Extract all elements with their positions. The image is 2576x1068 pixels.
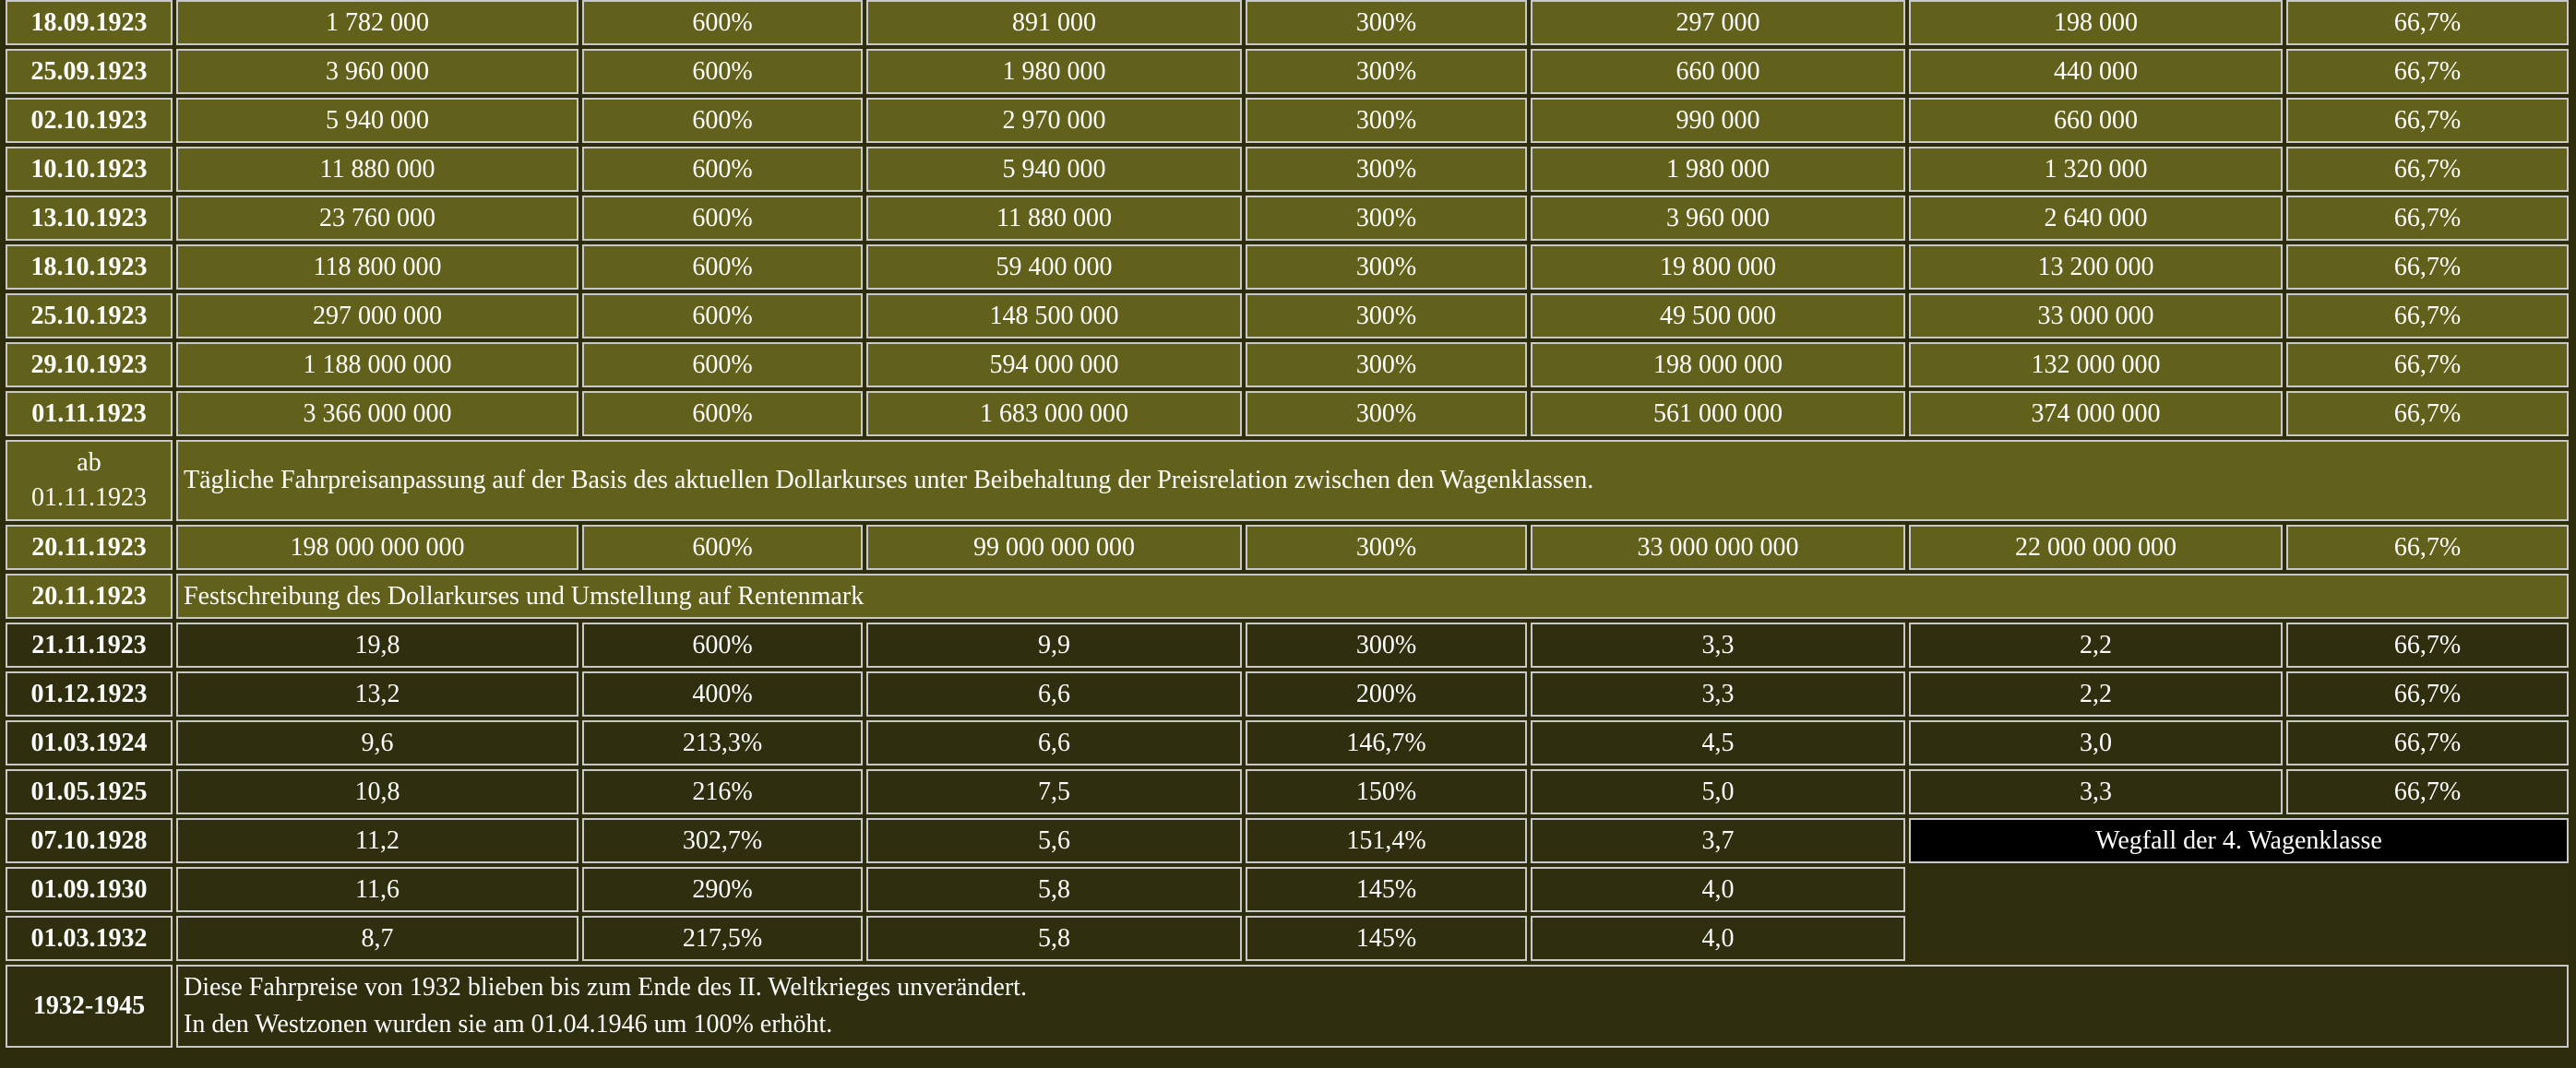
value-cell: 11 880 000 — [866, 196, 1242, 241]
value-cell: 200% — [1246, 671, 1527, 717]
value-cell: 198 000 — [1909, 0, 2283, 45]
value-cell: 300% — [1246, 196, 1527, 241]
value-cell: 600% — [582, 196, 863, 241]
value-cell: 11 880 000 — [176, 147, 578, 192]
value-cell: 660 000 — [1531, 49, 1905, 94]
date-cell: 20.11.1923 — [6, 525, 173, 570]
value-cell: 290% — [582, 867, 863, 912]
value-cell: 3 960 000 — [176, 49, 578, 94]
value-cell: 66,7% — [2286, 623, 2569, 668]
value-cell: 300% — [1246, 98, 1527, 143]
value-cell: 49 500 000 — [1531, 293, 1905, 338]
value-cell: 1 782 000 — [176, 0, 578, 45]
value-cell: 594 000 000 — [866, 342, 1242, 387]
value-cell: 66,7% — [2286, 98, 2569, 143]
value-cell: 300% — [1246, 391, 1527, 436]
value-cell: 297 000 — [1531, 0, 1905, 45]
value-cell: 10,8 — [176, 769, 578, 814]
date-cell: 25.09.1923 — [6, 49, 173, 94]
value-cell: 23 760 000 — [176, 196, 578, 241]
table-row-ab — [6, 440, 2569, 521]
value-cell: 891 000 — [866, 0, 1242, 45]
value-cell: 600% — [582, 0, 863, 45]
table-body — [6, 0, 2569, 1048]
value-cell: 6,6 — [866, 671, 1242, 717]
value-cell: 213,3% — [582, 720, 863, 765]
value-cell: 600% — [582, 147, 863, 192]
value-cell: 600% — [582, 391, 863, 436]
value-cell: 13 200 000 — [1909, 244, 2283, 290]
value-cell: 19 800 000 — [1531, 244, 1905, 290]
date-cell: 1932-1945 — [6, 965, 173, 1048]
value-cell: 66,7% — [2286, 244, 2569, 290]
value-cell: 300% — [1246, 293, 1527, 338]
class-removed-note: Wegfall der 4. Wagenklasse — [1909, 818, 2569, 863]
value-cell: 302,7% — [582, 818, 863, 863]
value-cell: 4,0 — [1531, 867, 1905, 912]
value-cell: 19,8 — [176, 623, 578, 668]
value-cell: 5 940 000 — [176, 98, 578, 143]
value-cell: 300% — [1246, 0, 1527, 45]
value-cell: 198 000 000 — [1531, 342, 1905, 387]
value-cell: 66,7% — [2286, 293, 2569, 338]
value-cell: 66,7% — [2286, 342, 2569, 387]
value-cell: 6,6 — [866, 720, 1242, 765]
value-cell: 400% — [582, 671, 863, 717]
value-cell: 66,7% — [2286, 525, 2569, 570]
value-cell: 151,4% — [1246, 818, 1527, 863]
value-cell: 1 320 000 — [1909, 147, 2283, 192]
value-cell: 5,8 — [866, 916, 1242, 961]
value-cell: 2 640 000 — [1909, 196, 2283, 241]
table-row — [6, 867, 2569, 912]
value-cell: 300% — [1246, 244, 1527, 290]
date-cell: 20.11.1923 — [6, 574, 173, 619]
value-cell: 297 000 000 — [176, 293, 578, 338]
table-row — [6, 818, 2569, 863]
value-cell: 9,6 — [176, 720, 578, 765]
date-cell: 13.10.1923 — [6, 196, 173, 241]
value-cell: 148 500 000 — [866, 293, 1242, 338]
value-cell: 600% — [582, 98, 863, 143]
value-cell: 66,7% — [2286, 671, 2569, 717]
value-cell: 1 188 000 000 — [176, 342, 578, 387]
value-cell: 300% — [1246, 525, 1527, 570]
date-cell: 01.11.1923 — [6, 391, 173, 436]
value-cell: 11,6 — [176, 867, 578, 912]
value-cell: 600% — [582, 525, 863, 570]
value-cell: 5,0 — [1531, 769, 1905, 814]
value-cell: 217,5% — [582, 916, 863, 961]
value-cell: 66,7% — [2286, 391, 2569, 436]
ab-prefix: ab — [77, 448, 101, 477]
value-cell: 99 000 000 000 — [866, 525, 1242, 570]
value-cell: 66,7% — [2286, 49, 2569, 94]
value-cell: 66,7% — [2286, 196, 2569, 241]
value-cell: 2,2 — [1909, 671, 2283, 717]
value-cell: 9,9 — [866, 623, 1242, 668]
date-cell: 01.09.1930 — [6, 867, 173, 912]
value-cell: 5 940 000 — [866, 147, 1242, 192]
table-row — [6, 623, 2569, 668]
table-row — [6, 720, 2569, 765]
date-cell: 18.10.1923 — [6, 244, 173, 290]
value-cell: 145% — [1246, 916, 1527, 961]
fare-history-table — [2, 0, 2572, 1051]
value-cell: 33 000 000 000 — [1531, 525, 1905, 570]
value-cell: 1 980 000 — [1531, 147, 1905, 192]
value-cell: 118 800 000 — [176, 244, 578, 290]
value-cell: 600% — [582, 293, 863, 338]
value-cell: 3,0 — [1909, 720, 2283, 765]
table-row — [6, 196, 2569, 241]
table-row — [6, 147, 2569, 192]
value-cell: 3 960 000 — [1531, 196, 1905, 241]
value-cell: 600% — [582, 244, 863, 290]
date-cell: 07.10.1928 — [6, 818, 173, 863]
value-cell: 300% — [1246, 623, 1527, 668]
table-row — [6, 391, 2569, 436]
value-cell: 300% — [1246, 147, 1527, 192]
date-cell: 01.12.1923 — [6, 671, 173, 717]
value-cell: 5,8 — [866, 867, 1242, 912]
value-cell: 146,7% — [1246, 720, 1527, 765]
date-cell: 01.05.1925 — [6, 769, 173, 814]
ab-date: 01.11.1923 — [31, 483, 147, 512]
value-cell: 3,7 — [1531, 818, 1905, 863]
value-cell: 66,7% — [2286, 147, 2569, 192]
table-row — [6, 49, 2569, 94]
value-cell: 4,5 — [1531, 720, 1905, 765]
table-row — [6, 244, 2569, 290]
date-cell — [6, 440, 173, 521]
value-cell: 300% — [1246, 49, 1527, 94]
value-cell: 66,7% — [2286, 720, 2569, 765]
value-cell: 3,3 — [1909, 769, 2283, 814]
table-row-rentenmark — [6, 574, 2569, 619]
value-cell: 5,6 — [866, 818, 1242, 863]
value-cell: 600% — [582, 623, 863, 668]
value-cell: 7,5 — [866, 769, 1242, 814]
value-cell: 145% — [1246, 867, 1527, 912]
value-cell: 33 000 000 — [1909, 293, 2283, 338]
date-cell: 25.10.1923 — [6, 293, 173, 338]
value-cell: 150% — [1246, 769, 1527, 814]
value-cell: 561 000 000 — [1531, 391, 1905, 436]
note-cell: Tägliche Fahrpreisanpassung auf der Basis des aktuellen Dollarkurses unter Beibehaltung der Preisrelation zwischen den Wagenklassen. — [176, 440, 2569, 521]
date-cell: 01.03.1924 — [6, 720, 173, 765]
value-cell: 600% — [582, 342, 863, 387]
table-row — [6, 293, 2569, 338]
date-cell: 02.10.1923 — [6, 98, 173, 143]
value-cell: 4,0 — [1531, 916, 1905, 961]
value-cell: 440 000 — [1909, 49, 2283, 94]
table-row — [6, 671, 2569, 717]
date-cell: 21.11.1923 — [6, 623, 173, 668]
value-cell: 300% — [1246, 342, 1527, 387]
value-cell: 3,3 — [1531, 623, 1905, 668]
value-cell: 600% — [582, 49, 863, 94]
value-cell: 59 400 000 — [866, 244, 1242, 290]
value-cell: 990 000 — [1531, 98, 1905, 143]
note-cell: Festschreibung des Dollarkurses und Umstellung auf Rentenmark — [176, 574, 2569, 619]
value-cell: 2,2 — [1909, 623, 2283, 668]
value-cell: 22 000 000 000 — [1909, 525, 2283, 570]
table-row — [6, 0, 2569, 45]
table-row — [6, 342, 2569, 387]
table-row-final — [6, 965, 2569, 1048]
date-cell: 18.09.1923 — [6, 0, 173, 45]
table-row — [6, 525, 2569, 570]
value-cell: 66,7% — [2286, 0, 2569, 45]
value-cell: 216% — [582, 769, 863, 814]
value-cell: 198 000 000 000 — [176, 525, 578, 570]
value-cell: 3,3 — [1531, 671, 1905, 717]
note-cell — [176, 965, 2569, 1048]
table-row — [6, 769, 2569, 814]
date-cell: 10.10.1923 — [6, 147, 173, 192]
value-cell: 1 980 000 — [866, 49, 1242, 94]
value-cell: 11,2 — [176, 818, 578, 863]
value-cell: 660 000 — [1909, 98, 2283, 143]
date-cell: 29.10.1923 — [6, 342, 173, 387]
value-cell: 66,7% — [2286, 769, 2569, 814]
date-cell: 01.03.1932 — [6, 916, 173, 961]
note-line-2: In den Westzonen wurden sie am 01.04.1946 um 100% erhöht. — [184, 1010, 833, 1038]
note-line-1: Diese Fahrpreise von 1932 blieben bis zum Ende des II. Weltkrieges unverändert. — [184, 973, 1027, 1002]
value-cell: 374 000 000 — [1909, 391, 2283, 436]
value-cell: 132 000 000 — [1909, 342, 2283, 387]
empty-cell — [1909, 867, 2569, 961]
table-row — [6, 98, 2569, 143]
value-cell: 2 970 000 — [866, 98, 1242, 143]
value-cell: 1 683 000 000 — [866, 391, 1242, 436]
value-cell: 8,7 — [176, 916, 578, 961]
value-cell: 3 366 000 000 — [176, 391, 578, 436]
value-cell: 13,2 — [176, 671, 578, 717]
